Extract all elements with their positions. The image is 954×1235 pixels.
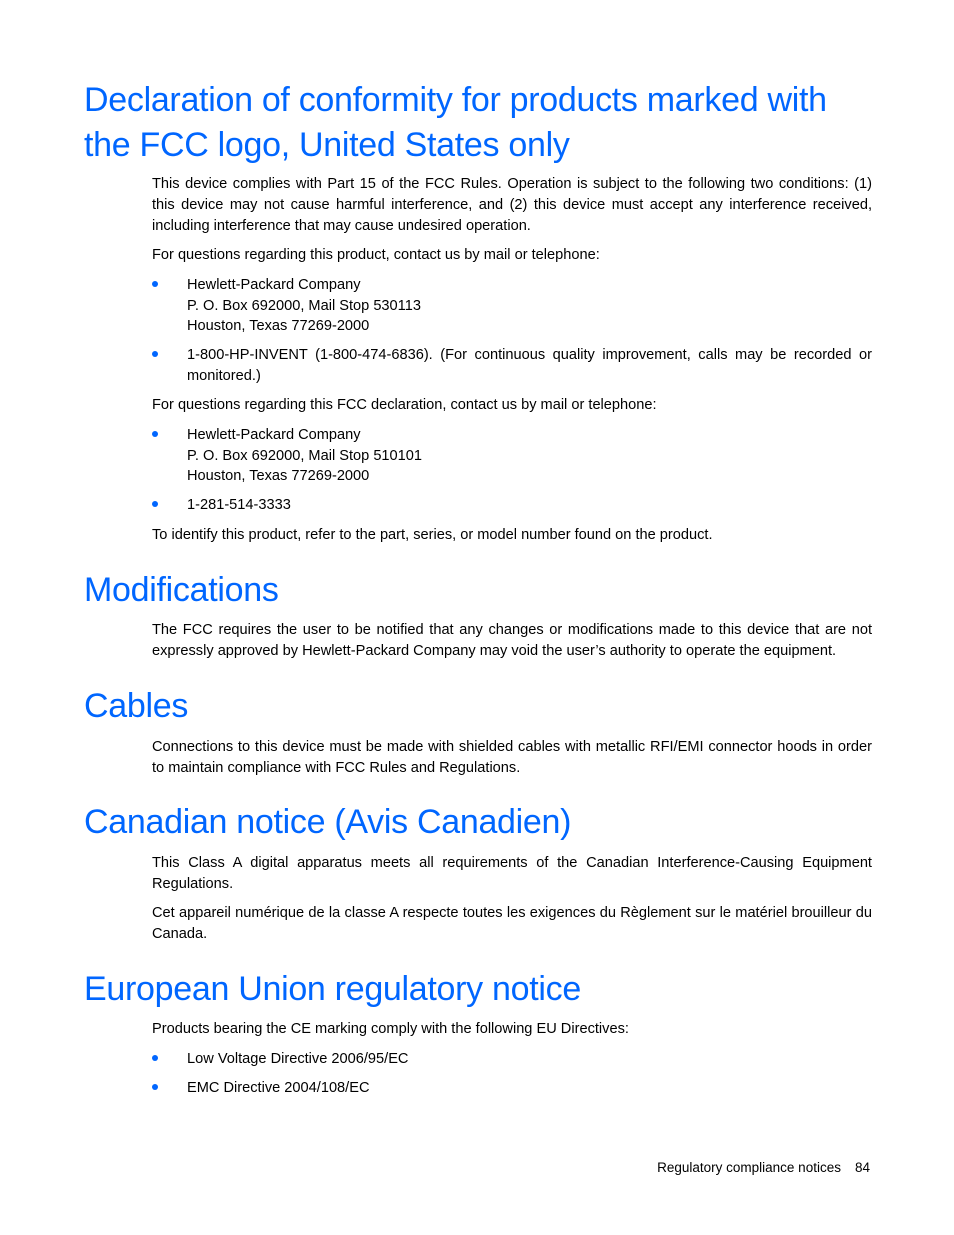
eu-directive-list-2 xyxy=(152,1078,872,1099)
fcc-paragraph: To identify this product, refer to the part, series, or model number found on the product. xyxy=(152,527,713,543)
fcc-contact-list-product xyxy=(152,275,872,337)
address-line: Houston, Texas 77269-2000 xyxy=(187,318,370,334)
fcc-para4-block xyxy=(152,525,872,546)
list-item xyxy=(152,1049,872,1070)
canadian-paragraph: This Class A digital apparatus meets all requirements of the Canadian Interference-Causing Equipment Regulations. xyxy=(152,855,872,892)
fcc-para2-block xyxy=(152,245,872,266)
canadian-paragraph: Cet appareil numérique de la classe A respecte toutes les exigences du Règlement sur le matériel brouilleur du Canada. xyxy=(152,905,872,942)
canadian-block-1 xyxy=(152,853,872,895)
list-item xyxy=(152,1078,872,1099)
address-line: Hewlett-Packard Company xyxy=(187,277,361,293)
fcc-heading-line2: the FCC logo, United States only xyxy=(84,126,570,164)
address-line: Houston, Texas 77269-2000 xyxy=(187,468,370,484)
bullet-icon xyxy=(152,1055,158,1061)
eu-block xyxy=(152,1019,872,1040)
bullet-icon xyxy=(152,501,158,507)
cables-heading: Cables xyxy=(84,687,189,725)
modifications-block xyxy=(152,620,872,662)
modifications-heading: Modifications xyxy=(84,571,279,609)
fcc-para3-block xyxy=(152,395,872,416)
page-number: 84 xyxy=(854,1160,870,1175)
eu-directive-list-1 xyxy=(152,1049,872,1070)
eu-heading: European Union regulatory notice xyxy=(84,970,581,1008)
fcc-heading-line1: Declaration of conformity for products marked with xyxy=(84,81,827,119)
list-item xyxy=(152,425,872,487)
fcc-para1-block xyxy=(152,174,872,237)
fcc-contact-list-phone xyxy=(152,345,872,386)
fcc-paragraph: For questions regarding this FCC declaration, contact us by mail or telephone: xyxy=(152,397,657,413)
address-line: P. O. Box 692000, Mail Stop 510101 xyxy=(187,447,423,464)
canadian-block-2 xyxy=(152,903,872,945)
directive-text: EMC Directive 2004/108/EC xyxy=(187,1080,370,1096)
cables-block xyxy=(152,737,872,779)
address-line: P. O. Box 692000, Mail Stop 530113 xyxy=(187,297,421,314)
footer-section-title: Regulatory compliance notices xyxy=(657,1160,841,1175)
fcc-declaration-contact-list xyxy=(152,425,872,487)
cables-paragraph: Connections to this device must be made with shielded cables with metallic RFI/EMI connector hoods in order to maintain compliance with FCC Rules and Regulations. xyxy=(152,739,872,776)
fcc-paragraph: This device complies with Part 15 of the FCC Rules. Operation is subject to the following two conditions: (1) this device may not cause harmful interference, and (2) this device must accept any interference received, including interference that may cause undesired operation. xyxy=(152,176,872,234)
address-line: Hewlett-Packard Company xyxy=(187,427,361,443)
modifications-paragraph: The FCC requires the user to be notified that any changes or modifications made to this device that are not expressly approved by Hewlett-Packard Company may void the user’s authority to operate the equipment. xyxy=(152,622,872,659)
fcc-declaration-phone-list xyxy=(152,495,872,516)
phone-line: 1-800-HP-INVENT (1-800-474-6836). (For continuous quality improvement, calls may be recorded or monitored.) xyxy=(187,347,872,384)
bullet-icon xyxy=(152,351,158,357)
bullet-icon xyxy=(152,1084,158,1090)
directive-text: Low Voltage Directive 2006/95/EC xyxy=(187,1051,409,1067)
fcc-heading xyxy=(84,78,884,168)
list-item xyxy=(152,275,872,337)
bullet-icon xyxy=(152,281,158,287)
phone-line: 1-281-514-3333 xyxy=(187,497,291,513)
list-item xyxy=(152,345,872,386)
bullet-icon xyxy=(152,431,158,437)
fcc-paragraph: For questions regarding this product, contact us by mail or telephone: xyxy=(152,247,600,263)
page-footer xyxy=(657,1158,870,1178)
eu-paragraph: Products bearing the CE marking comply with the following EU Directives: xyxy=(152,1021,629,1037)
list-item xyxy=(152,495,872,516)
canadian-heading: Canadian notice (Avis Canadien) xyxy=(84,803,572,841)
